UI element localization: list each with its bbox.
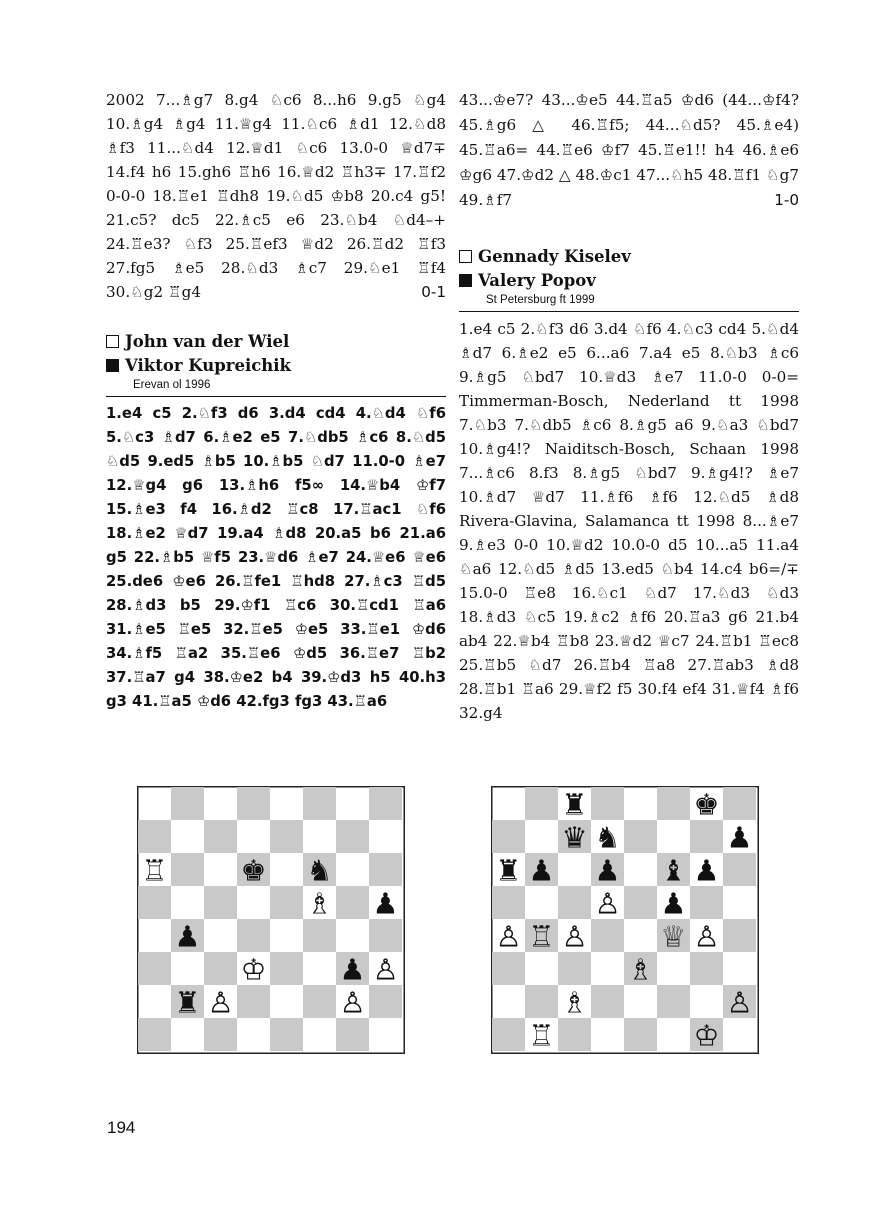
dark-square [657,985,690,1018]
dark-square [204,886,237,919]
board-svg [137,786,405,1054]
dark-square [492,820,525,853]
game-moves: 1.e4 c5 2.♘f3 d6 3.d4 cd4 4.♘d4 ♘f6 5.♘c3 ♗d7 6.♗e2 e5 7.♘db5 ♗c6 8.♘d5 ♘d5 9.ed5 ♗b5 10.♗b5 ♘d7 11.0-0 ♗e7 12.♕g4 g6 13.♗h6 f5∞ 14.♕b4 ♔f7 15.♗e3 f4 16.♗d2 ♖c8 17.♖ac1 ♘f6 18.♗e2 ♕d7 19.a4 ♗d8 20.a5 b6 21.a6 g5 22.♗b5 ♕f5 23.♕d6 ♗e7 24.♕e6 ♕e6 25.de6 ♔e6 26.♖fe1 ♖hd8 27.♗c3 ♖d5 28.♗d3 b5 29.♔f1 ♖c6 30.♖cd1 ♖a6 31.♗e5 ♖e5 32.♖e5 ♔e5 33.♖e1 ♔d6 34.♗f5 ♖a2 35.♖e6 ♔d5 36.♖e7 ♖b2 37.♖a7 g4 38.♔e2 b4 39.♔d3 h5 40.h3 g3 41.♖a5 ♔d6 42.fg3 fg3 43.♖a6 [106,405,446,710]
dark-square [270,952,303,985]
white-king-icon: ♔ [240,952,267,987]
white-pawn-icon: ♙ [726,985,753,1020]
black-pawn-icon: ♟ [660,886,687,921]
white-bishop-icon: ♗ [561,985,588,1020]
black-knight-icon: ♞ [594,820,621,855]
white-pawn-icon: ♙ [495,919,522,954]
dark-square [591,787,624,820]
game-header [459,245,799,308]
white-rook-icon: ♖ [528,1018,555,1053]
dark-square [303,985,336,1018]
dark-square [492,952,525,985]
black-pawn-icon: ♟ [528,853,555,888]
dark-square [138,820,171,853]
black-square-icon [459,274,472,287]
dark-square [138,952,171,985]
dark-square [369,787,402,820]
game-result: 1-0 [774,191,799,209]
white-queen-icon: ♕ [660,919,687,954]
black-player: Valery Popov [459,269,799,293]
dark-square [624,1018,657,1051]
white-pawn-icon: ♙ [561,919,588,954]
white-pawn-icon: ♙ [594,886,621,921]
right-column [459,88,799,725]
black-rook-icon: ♜ [495,853,522,888]
black-player: Viktor Kupreichik [106,354,446,378]
header-rule [106,396,446,397]
black-pawn-icon: ♟ [594,853,621,888]
dark-square [591,919,624,952]
dark-square [204,820,237,853]
dark-square [690,952,723,985]
dark-square [558,952,591,985]
black-rook-icon: ♜ [561,787,588,822]
page-number: 194 [107,1118,136,1137]
white-square-icon [106,335,119,348]
dark-square [237,919,270,952]
dark-square [525,787,558,820]
dark-square [369,985,402,1018]
black-pawn-icon: ♟ [726,820,753,855]
dark-square [558,1018,591,1051]
black-rook-icon: ♜ [174,985,201,1020]
white-pawn-icon: ♙ [372,952,399,987]
dark-square [237,985,270,1018]
left-column [106,88,446,714]
game-moves: 1.e4 c5 2.♘f3 d6 3.d4 ♘f6 4.♘c3 cd4 5.♘d4 ♗d7 6.♗e2 e5 6...a6 7.a4 e5 8.♘b3 ♗c6 9.♗g5 ♘bd7 10.♕d3 ♗e7 11.0-0 0-0= Timmerman-Bosch, Nederland tt 1998 7.♘b3 7.♘db5 ♗c6 8.♗g5 a6 9.♘a3 ♘bd7 10.♗g4!? Naiditsch-Bosch, Schaan 1998 7...♗c6 8.f3 8.♗g5 ♘bd7 9.♗g4!? ♗e7 10.♗d7 ♕d7 11.♗f6 ♗f6 12.♘d5 ♗d8 Rivera-Glavina, Salamanca tt 1998 8...♗e7 9.♗e3 0-0 10.♕d2 10.0-0 d5 10...a5 11.a4 ♘a6 12.♘d5 ♗d5 13.ed5 ♘b4 14.c4 b6=/∓ 15.0-0 ♖e8 16.♘c1 ♘d7 17.♘d3 ♘d3 18.♗d3 ♘c5 19.♗c2 ♗f6 20.♖a3 g6 21.b4 ab4 22.♕b4 ♖b8 23.♕d2 ♕c7 24.♖b1 ♖ec8 25.♖b5 ♘d7 26.♖b4 ♖a8 27.♖ab3 ♗d8 28.♖b1 ♖a6 29.♕f2 f5 30.f4 ef4 31.♕f4 ♗f6 32.g4 [459,320,799,722]
black-square-icon [106,359,119,372]
game-header [106,330,446,393]
chess-diagram-left [137,786,405,1054]
chess-diagram-right [491,786,759,1054]
dark-square [492,886,525,919]
black-king-icon: ♚ [240,853,267,888]
dark-square [624,820,657,853]
dark-square [204,1018,237,1051]
black-queen-icon: ♛ [561,820,588,855]
dark-square [657,787,690,820]
black-pawn-icon: ♟ [693,853,720,888]
dark-square [270,820,303,853]
dark-square [369,853,402,886]
black-knight-icon: ♞ [306,853,333,888]
dark-square [303,919,336,952]
dark-square [624,886,657,919]
dark-square [270,1018,303,1051]
header-rule [459,311,799,312]
dark-square [690,820,723,853]
dark-square [171,853,204,886]
dark-square [336,820,369,853]
dark-square [204,952,237,985]
dark-square [138,1018,171,1051]
game-result: 0-1 [421,283,446,301]
black-bishop-icon: ♝ [660,853,687,888]
dark-square [492,1018,525,1051]
white-pawn-icon: ♙ [693,919,720,954]
white-bishop-icon: ♗ [627,952,654,987]
black-pawn-icon: ♟ [372,886,399,921]
white-pawn-icon: ♙ [339,985,366,1020]
white-player: Gennady Kiselev [459,245,799,269]
black-pawn-icon: ♟ [174,919,201,954]
dark-square [270,886,303,919]
dark-square [171,787,204,820]
dark-square [303,787,336,820]
white-king-icon: ♔ [693,1018,720,1053]
event-info: St Petersburg ft 1999 [486,294,595,306]
dark-square [237,787,270,820]
white-square-icon [459,250,472,263]
white-pawn-icon: ♙ [207,985,234,1020]
white-bishop-icon: ♗ [306,886,333,921]
dark-square [723,787,756,820]
board-svg [491,786,759,1054]
white-rook-icon: ♖ [141,853,168,888]
white-rook-icon: ♖ [528,919,555,954]
dark-square [138,886,171,919]
dark-square [591,985,624,1018]
dark-square [369,919,402,952]
game-annotations: 43...♔e7? 43...♔e5 44.♖a5 ♔d6 (44...♔f4? 45.♗g6 △ 46.♖f5; 44...♘d5? 45.♗e4) 45.♖a6= 44.♖e6 ♔f7 45.♖e1!! h4 46.♗e6 ♔g6 47.♔d2 △ 48.♔c1 47...♘h5 48.♖f1 ♘g7 49.♗f7 1-0 [459,88,799,213]
dark-square [336,1018,369,1051]
game-continued-moves: 2002 7...♗g7 8.g4 ♘c6 8...h6 9.g5 ♘g4 10.♗g4 ♗g4 11.♕g4 11.♘c6 ♗d1 12.♘d8 ♗f3 11...♘d4 12.♕d1 ♘c6 13.0-0 ♕d7∓ 14.f4 h6 15.gh6 ♖h6 16.♕d2 ♖h3∓ 17.♖f2 0-0-0 18.♖e1 ♖dh8 19.♘d5 ♔b8 20.c4 g5! 21.c5? dc5 22.♗c5 e6 23.♘b4 ♘d4–+ 24.♖e3? ♘f3 25.♖ef3 ♕d2 26.♖d2 ♖f3 27.fg5 ♗e5 28.♘d3 ♗c7 29.♘e1 ♖f4 30.♘g2 ♖g4 0-1 [106,88,446,304]
dark-square [336,886,369,919]
black-pawn-icon: ♟ [339,952,366,987]
dark-square [723,919,756,952]
dark-square [558,886,591,919]
dark-square [723,853,756,886]
dark-square [525,985,558,1018]
white-player: John van der Wiel [106,330,446,354]
dark-square [690,886,723,919]
black-king-icon: ♚ [693,787,720,822]
event-info: Erevan ol 1996 [133,379,211,391]
